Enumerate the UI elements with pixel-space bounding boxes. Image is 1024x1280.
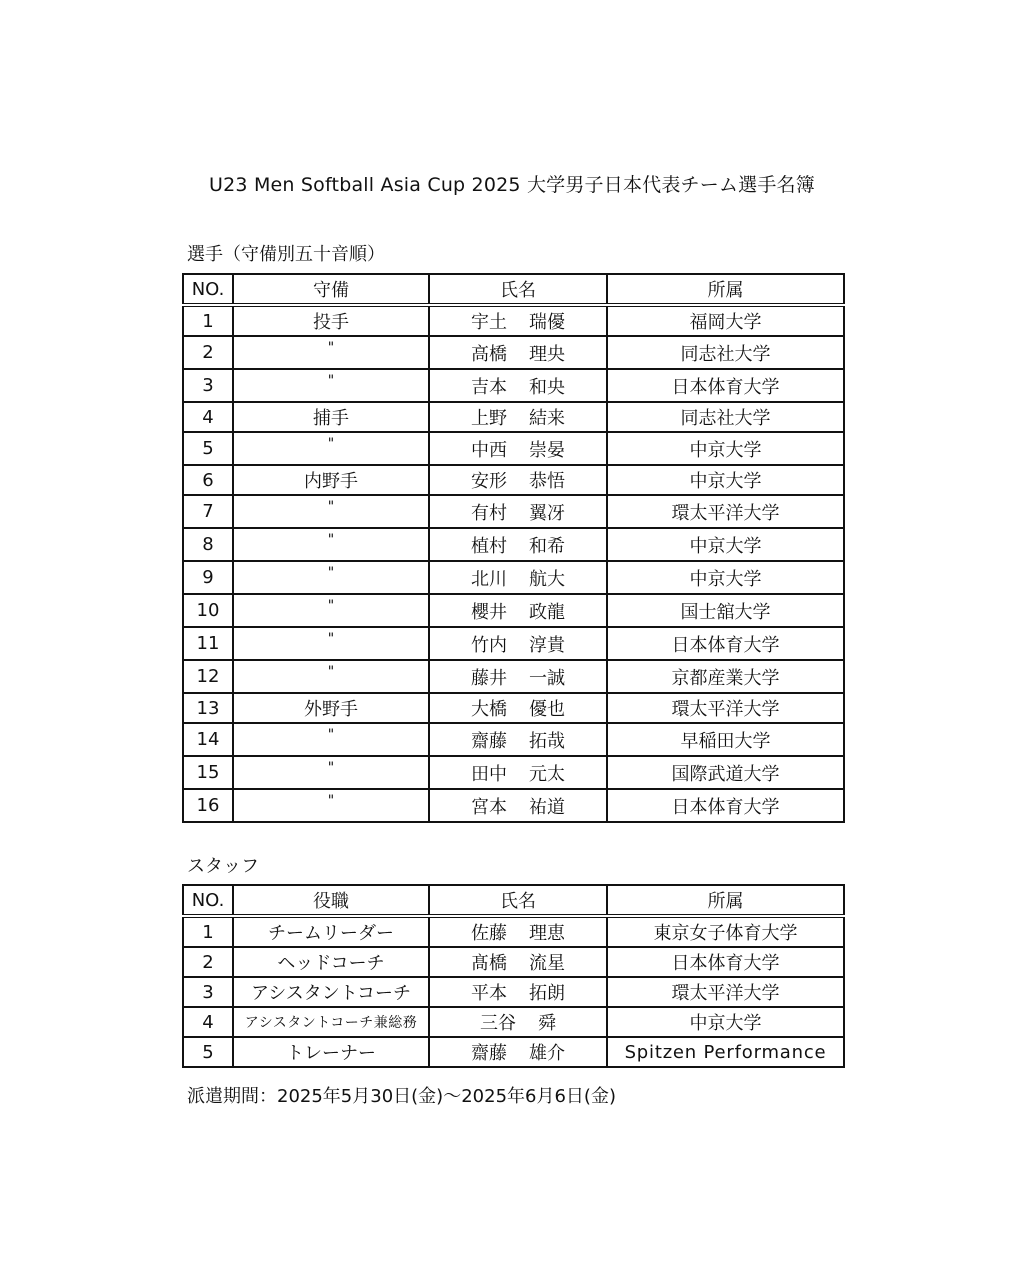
given-name: 雄介 <box>529 1043 565 1064</box>
given-name: 祐道 <box>529 796 565 818</box>
position-cell: " <box>233 495 429 528</box>
players-table <box>182 273 845 823</box>
position-cell: " <box>233 660 429 693</box>
surname: 藤井 <box>471 667 507 689</box>
row-number: 13 <box>183 693 233 723</box>
staff-row <box>183 1037 844 1067</box>
given-name: 舜 <box>538 1013 556 1034</box>
affiliation-cell: 京都産業大学 <box>607 660 844 693</box>
surname: 宇土 <box>471 312 507 333</box>
given-name: 一誠 <box>529 667 565 689</box>
column-header-position: 守備 <box>233 274 429 305</box>
surname: 吉本 <box>471 376 507 398</box>
column-header-role: 役職 <box>233 885 429 916</box>
person-name <box>429 465 607 495</box>
person-name <box>429 1007 607 1037</box>
person-name <box>429 977 607 1007</box>
row-number: 6 <box>183 465 233 495</box>
given-name: 元太 <box>529 763 565 785</box>
role-cell: チームリーダー <box>233 916 429 947</box>
column-header-name: 氏名 <box>429 274 607 305</box>
row-number: 9 <box>183 561 233 594</box>
position-cell: " <box>233 756 429 789</box>
surname: 北川 <box>471 568 507 590</box>
affiliation-cell: 日本体育大学 <box>607 369 844 402</box>
player-row <box>183 723 844 756</box>
row-number: 3 <box>183 369 233 402</box>
surname: 高橋 <box>471 343 507 365</box>
players-header-row <box>183 274 844 305</box>
surname: 髙橋 <box>471 953 507 974</box>
person-name <box>429 594 607 627</box>
affiliation-cell: 中京大学 <box>607 1007 844 1037</box>
position-cell: 捕手 <box>233 402 429 432</box>
affiliation-cell: 国際武道大学 <box>607 756 844 789</box>
players-body <box>183 305 844 822</box>
given-name: 崇晏 <box>529 439 565 461</box>
person-name <box>429 627 607 660</box>
position-cell: " <box>233 723 429 756</box>
player-row <box>183 693 844 723</box>
role-cell: トレーナー <box>233 1037 429 1067</box>
row-number: 5 <box>183 1037 233 1067</box>
staff-row <box>183 1007 844 1037</box>
role-cell: ヘッドコーチ <box>233 947 429 977</box>
player-row <box>183 789 844 822</box>
surname: 安形 <box>471 471 507 492</box>
given-name: 拓朗 <box>529 983 565 1004</box>
position-cell: " <box>233 528 429 561</box>
affiliation-cell: 同志社大学 <box>607 402 844 432</box>
affiliation-cell: 環太平洋大学 <box>607 495 844 528</box>
person-name <box>429 402 607 432</box>
document-title: U23 Men Softball Asia Cup 2025 大学男子日本代表チーム選手名簿 <box>209 174 815 196</box>
surname: 櫻井 <box>471 601 507 623</box>
affiliation-cell: 東京女子体育大学 <box>607 916 844 947</box>
affiliation-cell: 日本体育大学 <box>607 627 844 660</box>
staff-table <box>182 884 845 1068</box>
person-name <box>429 916 607 947</box>
given-name: 航大 <box>529 568 565 590</box>
given-name: 流星 <box>529 953 565 974</box>
player-row <box>183 756 844 789</box>
staff-row <box>183 916 844 947</box>
given-name: 和希 <box>529 535 565 557</box>
surname: 中西 <box>471 439 507 461</box>
position-cell: 外野手 <box>233 693 429 723</box>
person-name <box>429 369 607 402</box>
person-name <box>429 756 607 789</box>
role-cell: アシスタントコーチ <box>233 977 429 1007</box>
players-section-label: 選手（守備別五十音順） <box>187 244 385 265</box>
column-header-affiliation: 所属 <box>607 274 844 305</box>
surname: 三谷 <box>480 1013 516 1034</box>
player-row <box>183 561 844 594</box>
player-row <box>183 305 844 336</box>
row-number: 11 <box>183 627 233 660</box>
given-name: 恭悟 <box>529 471 565 492</box>
player-row <box>183 594 844 627</box>
surname: 平本 <box>471 983 507 1004</box>
row-number: 8 <box>183 528 233 561</box>
affiliation-cell: 福岡大学 <box>607 305 844 336</box>
surname: 大橋 <box>471 699 507 720</box>
person-name <box>429 528 607 561</box>
player-row <box>183 660 844 693</box>
player-row <box>183 402 844 432</box>
player-row <box>183 627 844 660</box>
surname: 植村 <box>471 535 507 557</box>
position-cell: " <box>233 369 429 402</box>
given-name: 和央 <box>529 376 565 398</box>
given-name: 優也 <box>529 699 565 720</box>
position-cell: " <box>233 561 429 594</box>
given-name: 政龍 <box>529 601 565 623</box>
staff-body <box>183 916 844 1067</box>
affiliation-cell: 日本体育大学 <box>607 789 844 822</box>
person-name <box>429 789 607 822</box>
surname: 有村 <box>471 502 507 524</box>
affiliation-cell: 早稲田大学 <box>607 723 844 756</box>
position-cell: " <box>233 336 429 369</box>
surname: 齋藤 <box>471 1043 507 1064</box>
player-row <box>183 495 844 528</box>
affiliation-cell: Spitzen Performance <box>607 1037 844 1067</box>
staff-section-label: スタッフ <box>187 856 259 877</box>
surname: 竹内 <box>471 634 507 656</box>
person-name <box>429 1037 607 1067</box>
column-header-affiliation: 所属 <box>607 885 844 916</box>
row-number: 14 <box>183 723 233 756</box>
dispatch-period: 派遣期間：2025年5月30日(金)～2025年6月6日(金) <box>187 1086 616 1107</box>
person-name <box>429 723 607 756</box>
row-number: 10 <box>183 594 233 627</box>
surname: 齋藤 <box>471 730 507 752</box>
row-number: 1 <box>183 305 233 336</box>
affiliation-cell: 中京大学 <box>607 561 844 594</box>
affiliation-cell: 環太平洋大学 <box>607 977 844 1007</box>
affiliation-cell: 日本体育大学 <box>607 947 844 977</box>
row-number: 7 <box>183 495 233 528</box>
staff-header-row <box>183 885 844 916</box>
surname: 田中 <box>471 763 507 785</box>
player-row <box>183 465 844 495</box>
person-name <box>429 336 607 369</box>
affiliation-cell: 中京大学 <box>607 528 844 561</box>
row-number: 5 <box>183 432 233 465</box>
position-cell: " <box>233 789 429 822</box>
player-row <box>183 528 844 561</box>
surname: 佐藤 <box>471 923 507 944</box>
position-cell: 投手 <box>233 305 429 336</box>
given-name: 拓哉 <box>529 730 565 752</box>
player-row <box>183 369 844 402</box>
person-name <box>429 947 607 977</box>
row-number: 12 <box>183 660 233 693</box>
row-number: 4 <box>183 402 233 432</box>
staff-row <box>183 977 844 1007</box>
person-name <box>429 305 607 336</box>
given-name: 理央 <box>529 343 565 365</box>
row-number: 16 <box>183 789 233 822</box>
staff-row <box>183 947 844 977</box>
affiliation-cell: 環太平洋大学 <box>607 693 844 723</box>
affiliation-cell: 中京大学 <box>607 465 844 495</box>
role-cell: アシスタントコーチ兼総務 <box>233 1007 429 1037</box>
position-cell: " <box>233 594 429 627</box>
given-name: 淳貴 <box>529 634 565 656</box>
given-name: 翼冴 <box>529 502 565 524</box>
affiliation-cell: 国士舘大学 <box>607 594 844 627</box>
person-name <box>429 432 607 465</box>
player-row <box>183 432 844 465</box>
surname: 宮本 <box>471 796 507 818</box>
row-number: 2 <box>183 947 233 977</box>
column-header-name: 氏名 <box>429 885 607 916</box>
row-number: 15 <box>183 756 233 789</box>
row-number: 3 <box>183 977 233 1007</box>
position-cell: " <box>233 627 429 660</box>
position-cell: " <box>233 432 429 465</box>
person-name <box>429 495 607 528</box>
column-header-no: NO. <box>183 885 233 916</box>
person-name <box>429 660 607 693</box>
row-number: 2 <box>183 336 233 369</box>
surname: 上野 <box>471 408 507 429</box>
given-name: 結来 <box>529 408 565 429</box>
player-row <box>183 336 844 369</box>
row-number: 1 <box>183 916 233 947</box>
row-number: 4 <box>183 1007 233 1037</box>
column-header-no: NO. <box>183 274 233 305</box>
given-name: 瑞優 <box>529 312 565 333</box>
person-name <box>429 693 607 723</box>
affiliation-cell: 中京大学 <box>607 432 844 465</box>
position-cell: 内野手 <box>233 465 429 495</box>
person-name <box>429 561 607 594</box>
affiliation-cell: 同志社大学 <box>607 336 844 369</box>
given-name: 理恵 <box>529 923 565 944</box>
